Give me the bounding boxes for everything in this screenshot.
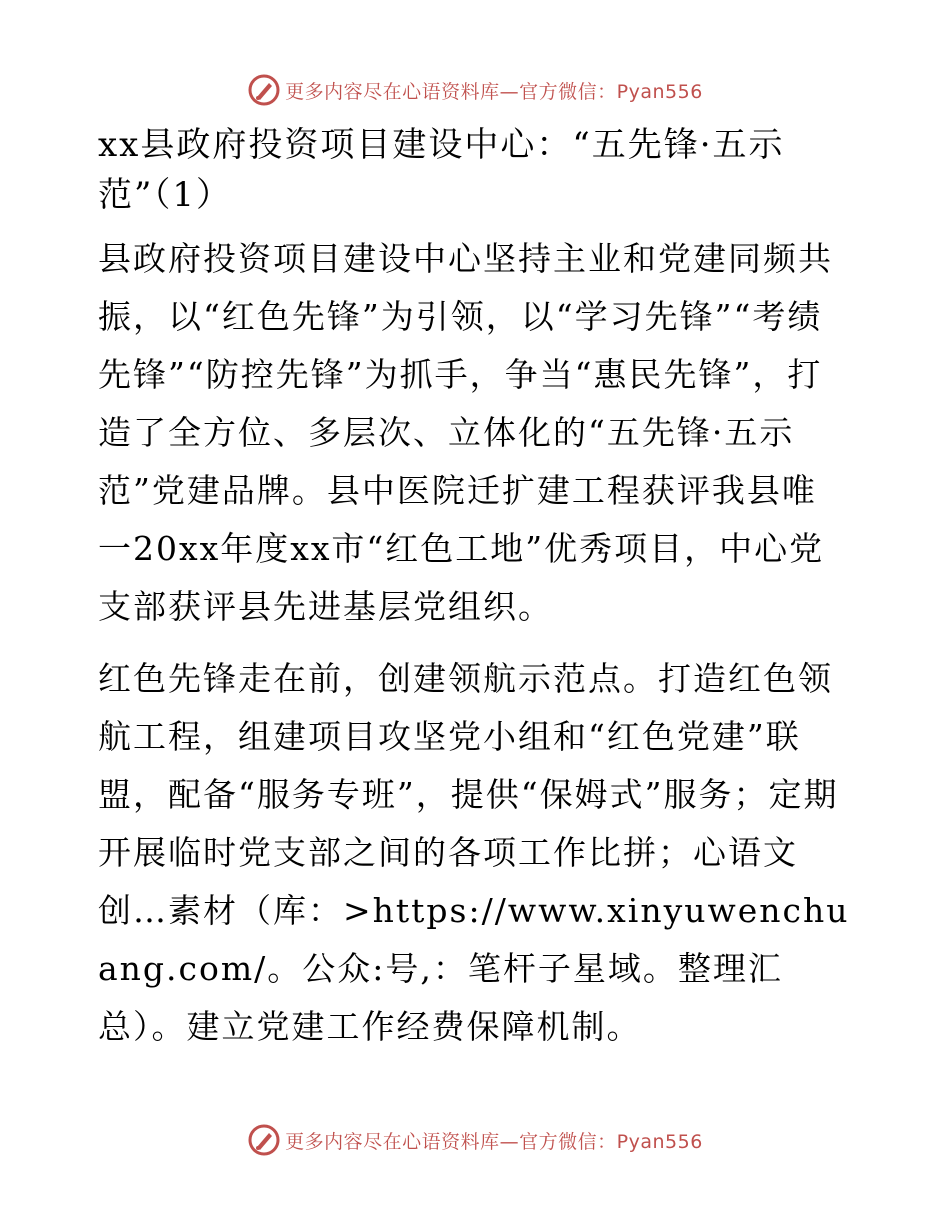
- document-title: xx县政府投资项目建设中心：“五先锋·五示范”（1）: [98, 125, 785, 215]
- watermark-brand: 更多内容尽在心语资料库: [285, 80, 500, 103]
- footer-watermark: [0, 1120, 950, 1160]
- paragraph-2: 红色先锋走在前，创建领航示范点。打造红色领航工程，组建项目攻坚党小组和“红色党建”联盟，配备“服务专班”，提供“保姆式”服务；定期开展临时党支部之间的各项工作比拼；心语文创…素材（库：>https://www.xinyuwenchuang.com/。公众:号,：笔杆子星域。整理汇总）。建立党建工作经费保障机制。: [98, 659, 850, 1046]
- watermark-text: [285, 77, 703, 104]
- watermark-separator: —: [499, 80, 520, 103]
- watermark-separator: —: [499, 1130, 520, 1153]
- paragraph-1: 县政府投资项目建设中心坚持主业和党建同频共振，以“红色先锋”为引领，以“学习先锋”“考绩先锋”“防控先锋”为抓手，争当“惠民先锋”，打造了全方位、多层次、立体化的“五先锋·五示范”党建品牌。县中医院迁扩建工程获评我县唯一20xx年度xx市“红色工地”优秀项目，中心党支部获评县先进基层党组织。: [98, 239, 833, 626]
- watermark-contact: 官方微信：Pyan556: [519, 1130, 703, 1153]
- pen-nib-circle-icon: [247, 1123, 281, 1157]
- watermark-text: [285, 1127, 703, 1154]
- watermark-brand: 更多内容尽在心语资料库: [285, 1130, 500, 1153]
- document-body: [98, 120, 850, 1070]
- watermark-contact: 官方微信：Pyan556: [519, 80, 703, 103]
- pen-nib-circle-icon: [247, 73, 281, 107]
- header-watermark: [0, 70, 950, 110]
